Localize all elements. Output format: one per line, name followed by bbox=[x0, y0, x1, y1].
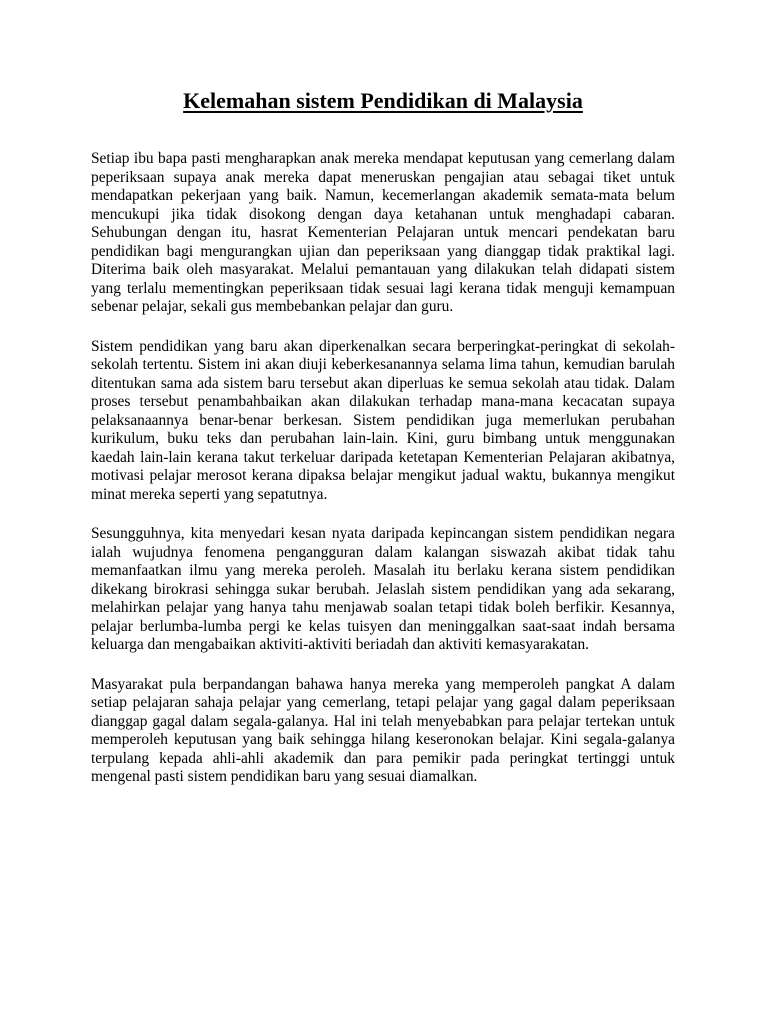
document-page bbox=[91, 86, 675, 808]
paragraph-4: Masyarakat pula berpandangan bahawa hanya mereka yang memperoleh pangkat A dalam setiap pelajaran sahaja pelajar yang cemerlang, tetapi pelajar yang gagal dalam peperiksaan dianggap gagal dalam segala-galanya. Hal ini telah menyebabkan para pelajar tertekan untuk memperoleh keputusan yang baik sehingga hilang keseronokan belajar. Kini segala-galanya terpulang kepada ahli-ahli akademik dan para pemikir pada peringkat tertinggi untuk mengenal pasti sistem pendidikan baru yang sesuai diamalkan. bbox=[91, 675, 675, 785]
paragraph-3: Sesungguhnya, kita menyedari kesan nyata daripada kepincangan sistem pendidikan negara ialah wujudnya fenomena pengangguran dalam kalangan siswazah akibat tidak tahu memanfaatkan ilmu yang mereka peroleh. Masalah itu berlaku kerana sistem pendidikan dikekang birokrasi sehingga sukar berubah. Jelaslah sistem pendidikan yang ada sekarang, melahirkan pelajar yang hanya tahu menjawab soalan tetapi tidak boleh berfikir. Kesannya, pelajar berlumba-lumba pergi ke kelas tuisyen dan meninggalkan saat-saat indah bersama keluarga dan mengabaikan aktiviti-aktiviti beriadah dan aktiviti kemasyarakatan. bbox=[91, 525, 675, 653]
paragraph-1: Setiap ibu bapa pasti mengharapkan anak mereka mendapat keputusan yang cemerlang dalam peperiksaan supaya anak mereka dapat meneruskan pengajian atau sebagai tiket untuk mendapatkan pekerjaan yang baik. Namun, kecemerlangan akademik semata-mata belum mencukupi jika tidak disokong dengan daya ketahanan untuk menghadapi cabaran. Sehubungan dengan itu, hasrat Kementerian Pelajaran untuk mencari pendekatan baru pendidikan bagi mengurangkan ujian dan peperiksaan yang dianggap tidak praktikal lagi. Diterima baik oleh masyarakat. Melalui pemantauan yang dilakukan telah didapati sistem yang terlalu mementingkan peperiksaan tidak sesuai lagi kerana tidak menguji kemampuan sebenar pelajar, sekali gus membebankan pelajar dan guru. bbox=[91, 150, 675, 315]
document-title: Kelemahan sistem Pendidikan di Malaysia bbox=[183, 88, 583, 113]
paragraph-2: Sistem pendidikan yang baru akan diperkenalkan secara berperingkat-peringkat di sekolah-sekolah tertentu. Sistem ini akan diuji keberkesanannya selama lima tahun, kemudian barulah ditentukan sama ada sistem baru tersebut akan diperluas ke semua sekolah atau tidak. Dalam proses tersebut penambahbaikan akan dilakukan terhadap mana-mana kecacatan supaya pelaksanaannya benar-benar berkesan. Sistem pendidikan juga memerlukan perubahan kurikulum, buku teks dan perubahan lain-lain. Kini, guru bimbang untuk menggunakan kaedah lain-lain kerana takut terkeluar daripada ketetapan Kementerian Pelajaran akibatnya, motivasi pelajar merosot kerana dipaksa belajar mengikut jadual waktu, bukannya mengikut minat mereka seperti yang sepatutnya. bbox=[91, 337, 675, 503]
